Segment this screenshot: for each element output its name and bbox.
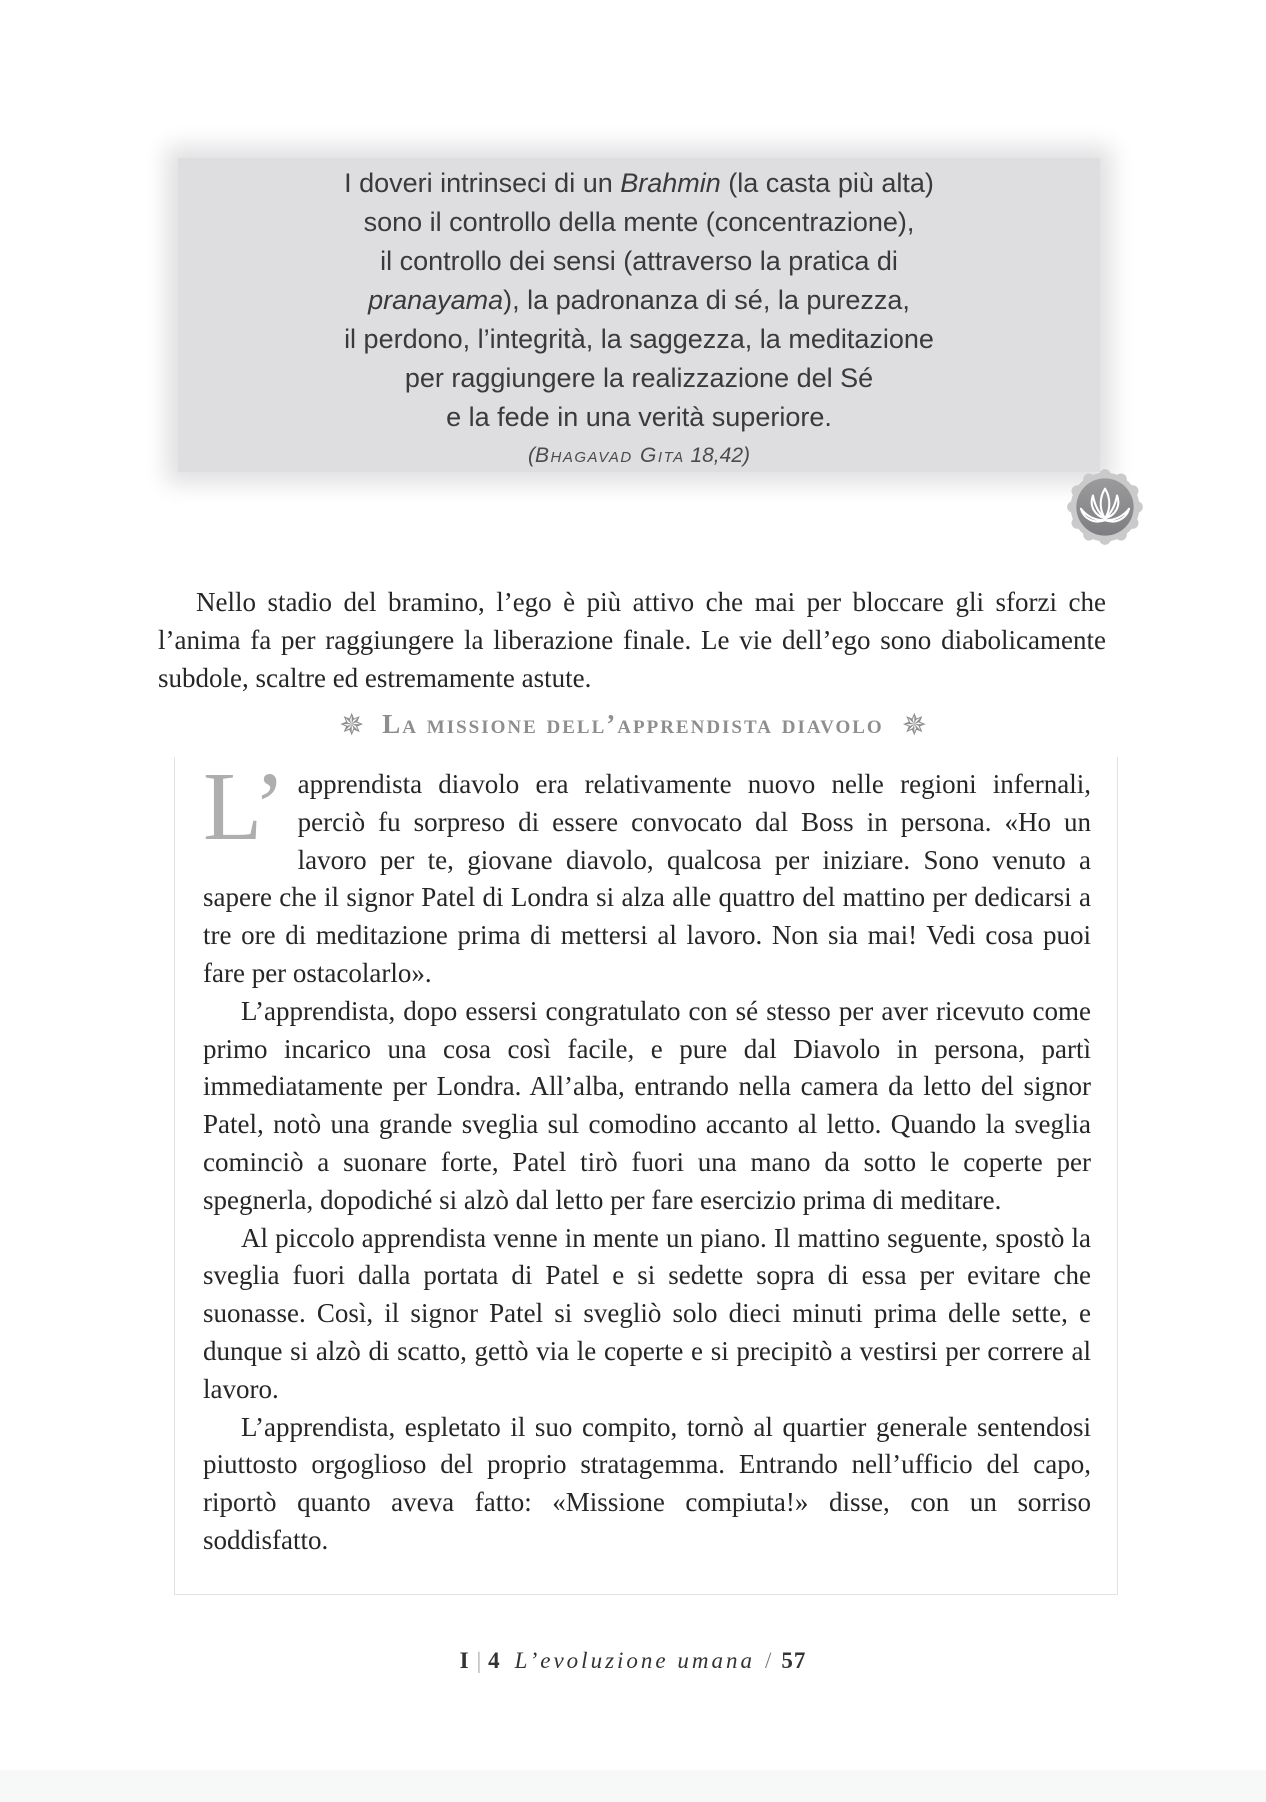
footer-part-number: I bbox=[459, 1648, 470, 1673]
starburst-icon-right: ✵ bbox=[901, 708, 927, 743]
quote-line: I doveri intrinseci di un Brahmin (la casta più alta) bbox=[344, 168, 934, 198]
story-first-paragraph bbox=[203, 753, 1091, 993]
quote-lines bbox=[344, 164, 934, 437]
story-paragraphs bbox=[203, 993, 1091, 1560]
quote-block bbox=[178, 158, 1100, 472]
intro-paragraph: Nello stadio del bramino, l’ego è più attivo che mai per bloccare gli sforzi che l’anima fa per raggiungere la liberazione finale. Le vie dell’ego sono diabolicamente subdole, scaltre ed estremamente astute. bbox=[158, 587, 1106, 693]
page-footer bbox=[0, 1648, 1266, 1674]
quote-line: sono il controllo della mente (concentrazione), bbox=[363, 207, 915, 237]
footer-chapter-number: 4 bbox=[488, 1648, 501, 1673]
footer-divider: | bbox=[476, 1648, 482, 1673]
drop-cap: L’ bbox=[203, 753, 286, 860]
footer-book-title: L’evoluzione umana bbox=[514, 1648, 755, 1673]
quote-line: il perdono, l’integrità, la saggezza, la meditazione bbox=[344, 324, 934, 354]
quote-attribution: (Bhagavad Gita 18,42) bbox=[528, 444, 750, 467]
story-paragraph: L’apprendista, dopo essersi congratulato con sé stesso per aver ricevuto come primo incarico una cosa così facile, e pure dal Diavolo in persona, partì immediatamente per Londra. All’alba, entrando nella camera da letto del signor Patel, notò una grande sveglia sul comodino accanto al letto. Quando la sveglia cominciò a suonare forte, Patel tirò fuori una mano da sotto le coperte per spegnerla, dopodiché si alzò dal letto per fare esercizio prima di meditare. bbox=[203, 995, 1091, 1215]
bottom-scan-band bbox=[0, 1770, 1266, 1802]
story-paragraph: Al piccolo apprendista venne in mente un piano. Il mattino seguente, spostò la sveglia fuori dalla portata di Patel e si sedette sopra di essa per evitare che suonasse. Così, il signor Patel si svegliò solo dieci minuti prima delle sette, e dunque si alzò di scatto, gettò via le coperte e si precipitò a vestirsi per correre al lavoro. bbox=[203, 1222, 1091, 1404]
quote-line: per raggiungere la realizzazione del Sé bbox=[404, 363, 874, 393]
quote-line: il controllo dei sensi (attraverso la pratica di bbox=[380, 246, 898, 276]
quote-line: e la fede in una verità superiore. bbox=[446, 402, 832, 432]
story-paragraph: L’apprendista, espletato il suo compito, tornò al quartier generale sentendosi piuttosto orgoglioso del proprio stratagemma. Entrando nell’ufficio del capo, riportò quanto aveva fatto: «Missione compiuta!» disse, con un sorriso soddisfatto. bbox=[203, 1411, 1091, 1555]
section-heading bbox=[0, 708, 1266, 743]
lotus-medallion-icon bbox=[1066, 468, 1144, 546]
quote-line: pranayama), la padronanza di sé, la purezza, bbox=[368, 285, 910, 315]
footer-separator: / bbox=[765, 1648, 772, 1673]
section-heading-label: La missione dell’apprendista diavolo bbox=[382, 709, 884, 739]
story-section bbox=[174, 753, 1118, 1595]
story-first-paragraph-text: apprendista diavolo era relativamente nuovo nelle regioni infernali, perciò fu sorpreso di essere convocato dal Boss in persona. «Ho un lavoro per te, giovane diavolo, qualcosa per iniziare. Sono venuto a sapere che il signor Patel di Londra si alza alle quattro del mattino per dedicarsi a tre ore di meditazione prima di mettersi al lavoro. Non sia mai! Vedi cosa puoi fare per ostacolarlo». bbox=[203, 769, 1091, 988]
footer-page-number: 57 bbox=[781, 1648, 807, 1673]
starburst-icon-left: ✵ bbox=[339, 708, 365, 743]
